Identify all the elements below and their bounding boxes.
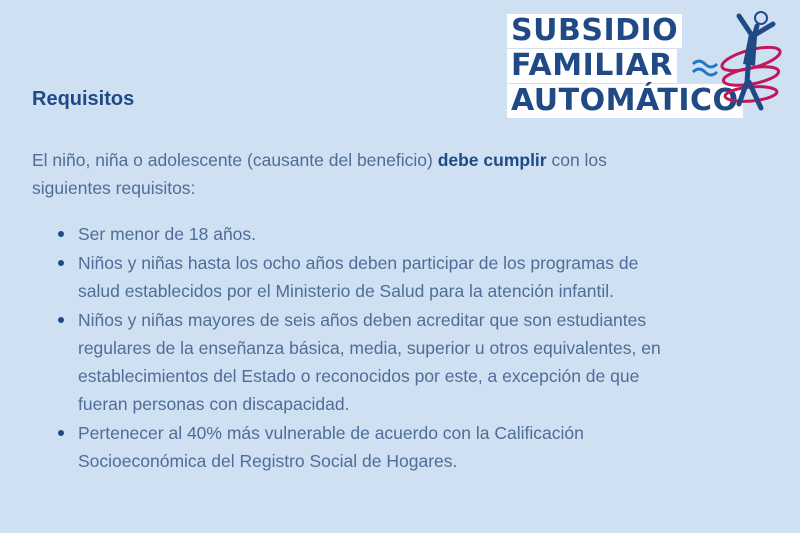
requirement-text: Pertenecer al 40% más vulnerable de acuerdo con la Calificación Socioeconómica del Registro Social de Hogares. [78,423,584,471]
logo-line-3: AUTOMÁTICO [507,84,743,118]
jumping-figure-icon [689,4,799,124]
section-heading: Requisitos [32,88,135,110]
requirement-text: Ser menor de 18 años. [78,224,257,244]
list-item [56,306,666,418]
intro-text-before: El niño, niña o adolescente (causante del beneficio) [32,150,438,170]
logo-line-2: FAMILIAR [507,49,677,83]
bullet-icon [58,260,64,266]
list-item [56,249,666,305]
requirements-list [56,220,666,476]
logo-line-1: SUBSIDIO [507,14,682,48]
bullet-icon [58,231,64,237]
bullet-icon [58,430,64,436]
requirement-text: Niños y niñas hasta los ocho años deben participar de los programas de salud establecidos por el Ministerio de Salud para la atención infantil. [78,253,639,301]
bullet-icon [58,317,64,323]
subsidio-logo [507,14,795,120]
intro-text-after: con los siguientes requisitos: [32,150,607,198]
requirement-text: Niños y niñas mayores de seis años deben acreditar que son estudiantes regulares de la enseñanza básica, media, superior u otros equivalentes, en establecimientos del Estado o reconocidos por este, a excepción de que fueran personas con discapacidad. [78,310,661,414]
list-item [56,220,666,248]
intro-bold-text: debe cumplir [437,150,547,170]
intro-paragraph [32,146,672,202]
list-item [56,419,666,475]
